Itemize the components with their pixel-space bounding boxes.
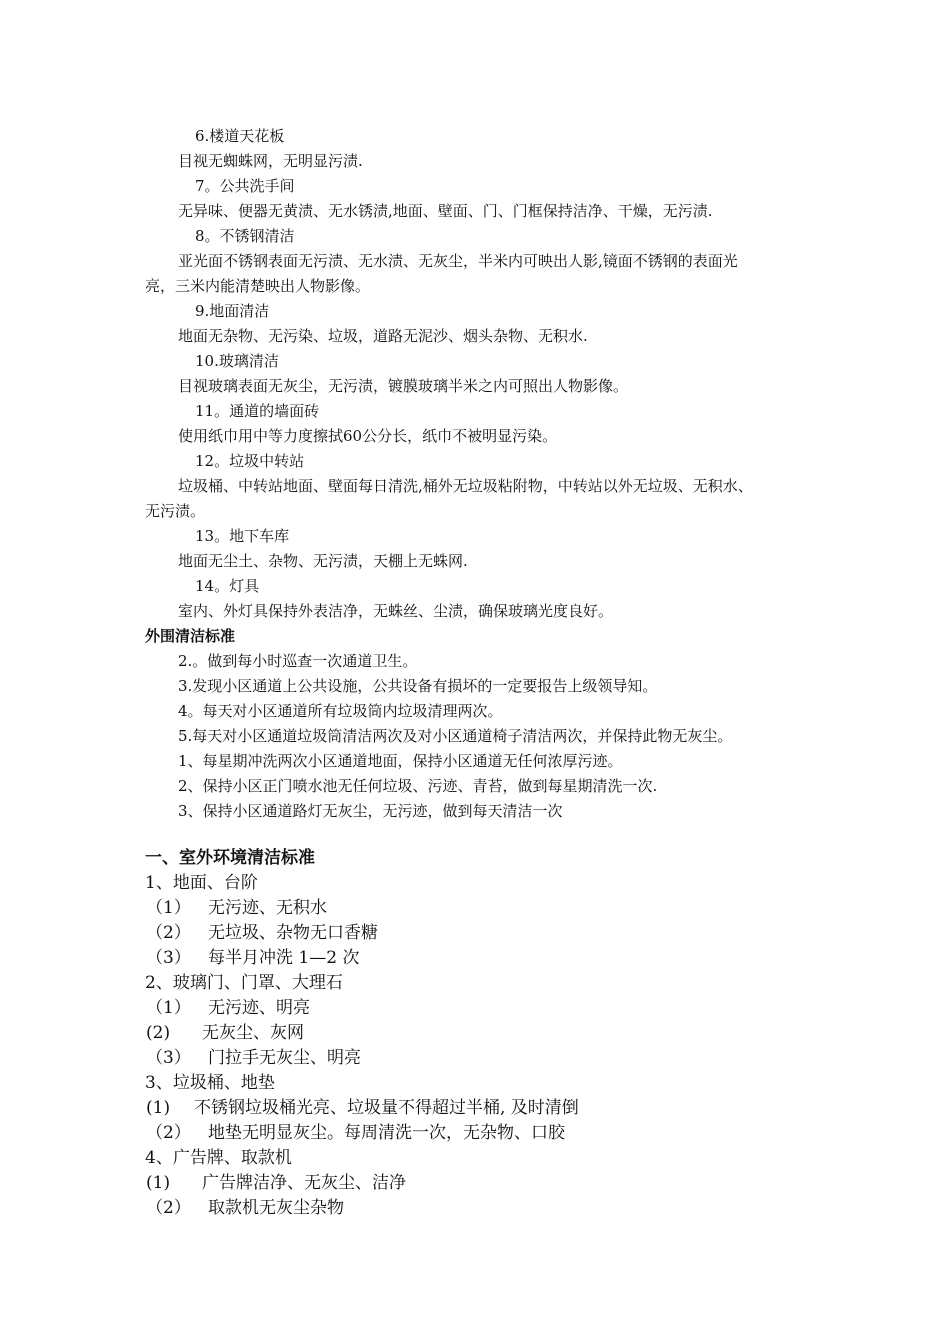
subitem-number: （2） — [146, 1123, 191, 1143]
item-title: 14。灯具 — [195, 577, 260, 595]
outdoor-subitem — [146, 1022, 304, 1044]
subitem-text: 无污迹、明亮 — [208, 998, 310, 1018]
section-heading-perimeter: 外围清洁标准 — [145, 627, 236, 645]
subitem-number: (2) — [146, 1023, 171, 1043]
outdoor-subitem — [146, 922, 378, 944]
item-body: 目视无蜘蛛网，无明显污渍. — [178, 152, 363, 170]
subitem-number: （3） — [146, 948, 191, 968]
outdoor-section-title: 2、玻璃门、门罩、大理石 — [145, 973, 343, 993]
subitem-number: (1) — [146, 1098, 171, 1118]
perimeter-item: 1、每星期冲洗两次小区通道地面，保持小区通道无任何浓厚污迹。 — [178, 752, 623, 770]
item-body: 使用纸巾用中等力度擦拭60公分长，纸巾不被明显污染。 — [178, 427, 558, 445]
item-body: 无异味、便器无黄渍、无水锈渍,地面、壁面、门、门框保持洁净、干燥，无污渍. — [178, 202, 713, 220]
perimeter-item: 4。每天对小区通道所有垃圾筒内垃圾清理两次。 — [178, 702, 503, 720]
outdoor-subitem — [146, 1172, 406, 1194]
item-title: 13。地下车库 — [195, 527, 290, 545]
subitem-number: （1） — [146, 998, 191, 1018]
perimeter-item: 2.。做到每小时巡查一次通道卫生。 — [178, 652, 418, 670]
item-body-continued: 无污渍。 — [145, 502, 206, 520]
item-body: 目视玻璃表面无灰尘，无污渍，镀膜玻璃半米之内可照出人物影像。 — [178, 377, 629, 395]
subitem-number: （1） — [146, 898, 191, 918]
item-title: 7。公共洗手间 — [195, 177, 295, 195]
item-body-continued: 亮，三米内能清楚映出人物影像。 — [145, 277, 371, 295]
subitem-text: 地垫无明显灰尘。每周清洗一次，无杂物、口胶 — [208, 1123, 565, 1143]
subitem-number: （2） — [146, 1198, 191, 1218]
subitem-text: 不锈钢垃圾桶光亮、垃圾量不得超过半桶, 及时清倒 — [194, 1098, 579, 1118]
subitem-text: 广告牌洁净、无灰尘、洁净 — [202, 1173, 406, 1193]
outdoor-subitem — [146, 1097, 579, 1119]
subitem-text: 每半月冲洗 1—2 次 — [208, 948, 360, 968]
subitem-text: 无污迹、无积水 — [208, 898, 327, 918]
item-body: 垃圾桶、中转站地面、壁面每日清洗,桶外无垃圾粘附物，中转站以外无垃圾、无积水、 — [178, 477, 753, 495]
subitem-number: (1) — [146, 1173, 171, 1193]
perimeter-item: 3.发现小区通道上公共设施，公共设备有损坏的一定要报告上级领导知。 — [178, 677, 658, 695]
item-title: 8。不锈钢清洁 — [195, 227, 295, 245]
item-body: 亚光面不锈钢表面无污渍、无水渍、无灰尘，半米内可映出人影,镜面不锈钢的表面光 — [178, 252, 738, 270]
outdoor-section-title: 1、地面、台阶 — [145, 873, 258, 893]
outdoor-subitem — [146, 897, 327, 919]
subitem-number: （3） — [146, 1048, 191, 1068]
outdoor-section-title: 3、垃圾桶、地垫 — [145, 1073, 275, 1093]
perimeter-item: 5.每天对小区通道垃圾筒清洁两次及对小区通道椅子清洁两次，并保持此物无灰尘。 — [178, 727, 733, 745]
perimeter-item: 2、保持小区正门喷水池无任何垃圾、污迹、青苔，做到每星期清洗一次. — [178, 777, 658, 795]
item-body: 室内、外灯具保持外表洁净，无蛛丝、尘渍，确保玻璃光度良好。 — [178, 602, 614, 620]
item-title: 11。通道的墙面砖 — [195, 402, 320, 420]
outdoor-subitem — [146, 947, 359, 969]
subitem-number: （2） — [146, 923, 191, 943]
outdoor-subitem — [146, 997, 310, 1019]
subitem-text: 取款机无灰尘杂物 — [208, 1198, 344, 1218]
item-title: 6.楼道天花板 — [195, 127, 285, 145]
perimeter-item: 3、保持小区通道路灯无灰尘，无污迹，做到每天清洁一次 — [178, 802, 563, 820]
section-heading-outdoor: 一、室外环境清洁标准 — [145, 848, 315, 868]
item-body: 地面无尘土、杂物、无污渍，天棚上无蛛网. — [178, 552, 468, 570]
subitem-text: 门拉手无灰尘、明亮 — [208, 1048, 361, 1068]
item-title: 12。垃圾中转站 — [195, 452, 305, 470]
outdoor-section-title: 4、广告牌、取款机 — [145, 1148, 292, 1168]
outdoor-subitem — [146, 1047, 361, 1069]
item-title: 10.玻璃清洁 — [195, 352, 279, 370]
outdoor-subitem — [146, 1197, 344, 1219]
subitem-text: 无垃圾、杂物无口香糖 — [208, 923, 378, 943]
item-body: 地面无杂物、无污染、垃圾，道路无泥沙、烟头杂物、无积水. — [178, 327, 588, 345]
outdoor-subitem — [146, 1122, 565, 1144]
subitem-text: 无灰尘、灰网 — [202, 1023, 304, 1043]
item-title: 9.地面清洁 — [195, 302, 270, 320]
